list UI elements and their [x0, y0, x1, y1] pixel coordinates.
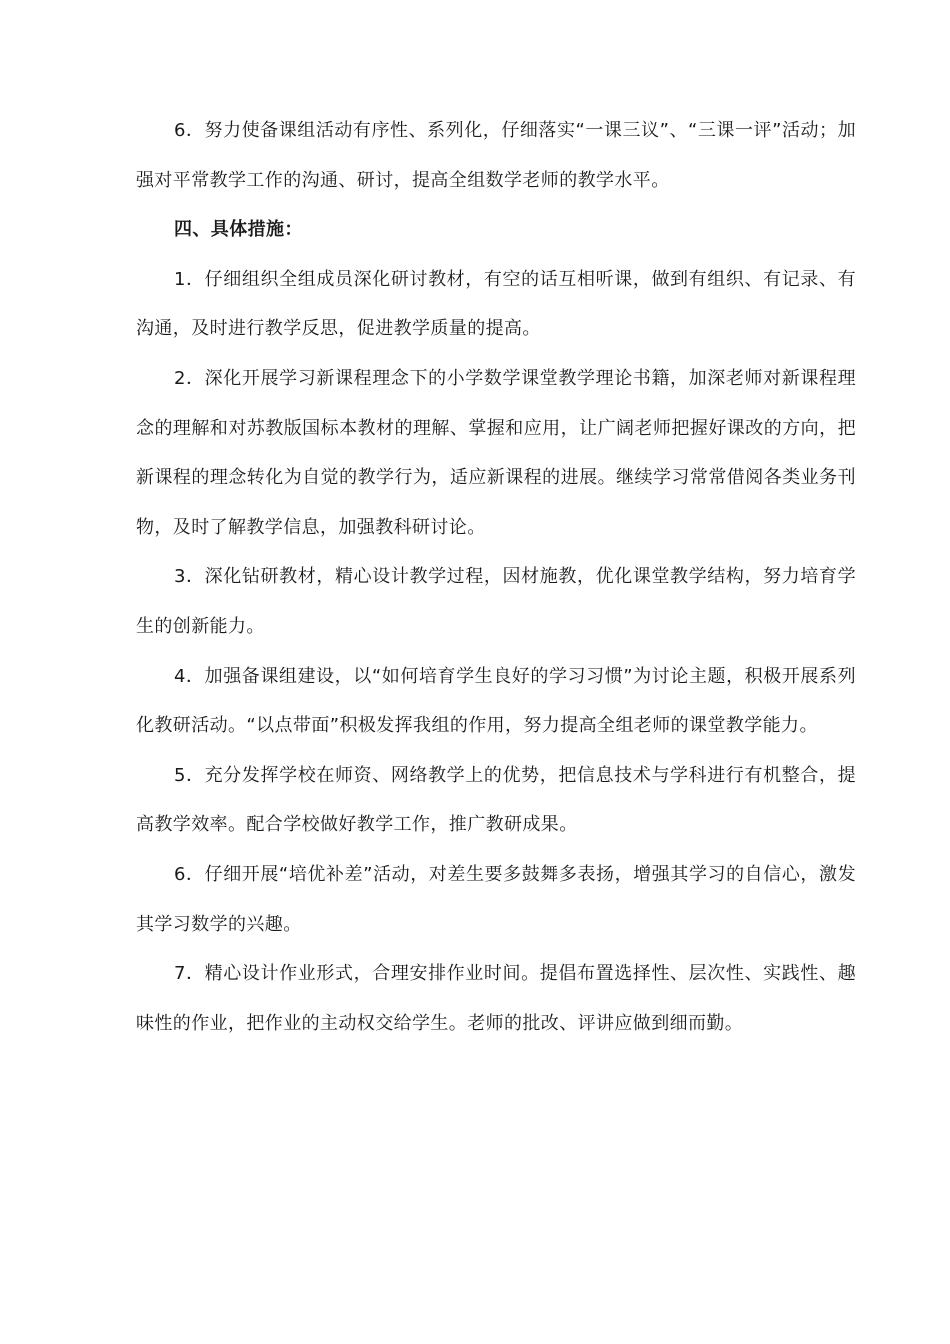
measure-6: 6．仔细开展“培优补差”活动，对差生要多鼓舞多表扬，增强其学习的自信心，激发其学习数学的兴趣。 — [136, 863, 856, 935]
measure-1: 1．仔细组织全组成员深化研讨教材，有空的话互相听课，做到有组织、有记录、有沟通，及时进行教学反思，促进教学质量的提高。 — [136, 268, 856, 340]
section-heading: 四、具体措施： — [174, 219, 303, 241]
measure-2: 2．深化开展学习新课程理念下的小学数学课堂教学理论书籍，加深老师对新课程理念的理解和对苏教版国标本教材的理解、掌握和应用，让广阔老师把握好课改的方向，把新课程的理念转化为自觉的教学行为，适应新课程的进展。继续学习常常借阅各类业务刊物，及时了解教学信息，加强教科研讨论。 — [136, 367, 856, 538]
measure-3: 3．深化钻研教材，精心设计教学过程，因材施教，优化课堂教学结构，努力培育学生的创新能力。 — [136, 566, 856, 637]
measure-4: 4．加强备课组建设，以“如何培育学生良好的学习习惯”为讨论主题，积极开展系列化教研活动。“以点带面”积极发挥我组的作用，努力提高全组老师的课堂教学能力。 — [136, 665, 856, 737]
document-page — [136, 106, 856, 1048]
paragraph-goal-6: 6．努力使备课组活动有序性、系列化，仔细落实“一课三议”、“三课一评”活动；加强对平常教学工作的沟通、研讨，提高全组数学老师的教学水平。 — [136, 120, 856, 191]
measure-7: 7．精心设计作业形式，合理安排作业时间。提倡布置选择性、层次性、实践性、趣味性的作业，把作业的主动权交给学生。老师的批改、评讲应做到细而勤。 — [136, 963, 856, 1034]
measure-5: 5．充分发挥学校在师资、网络教学上的优势，把信息技术与学科进行有机整合，提高教学效率。配合学校做好教学工作，推广教研成果。 — [136, 764, 856, 836]
